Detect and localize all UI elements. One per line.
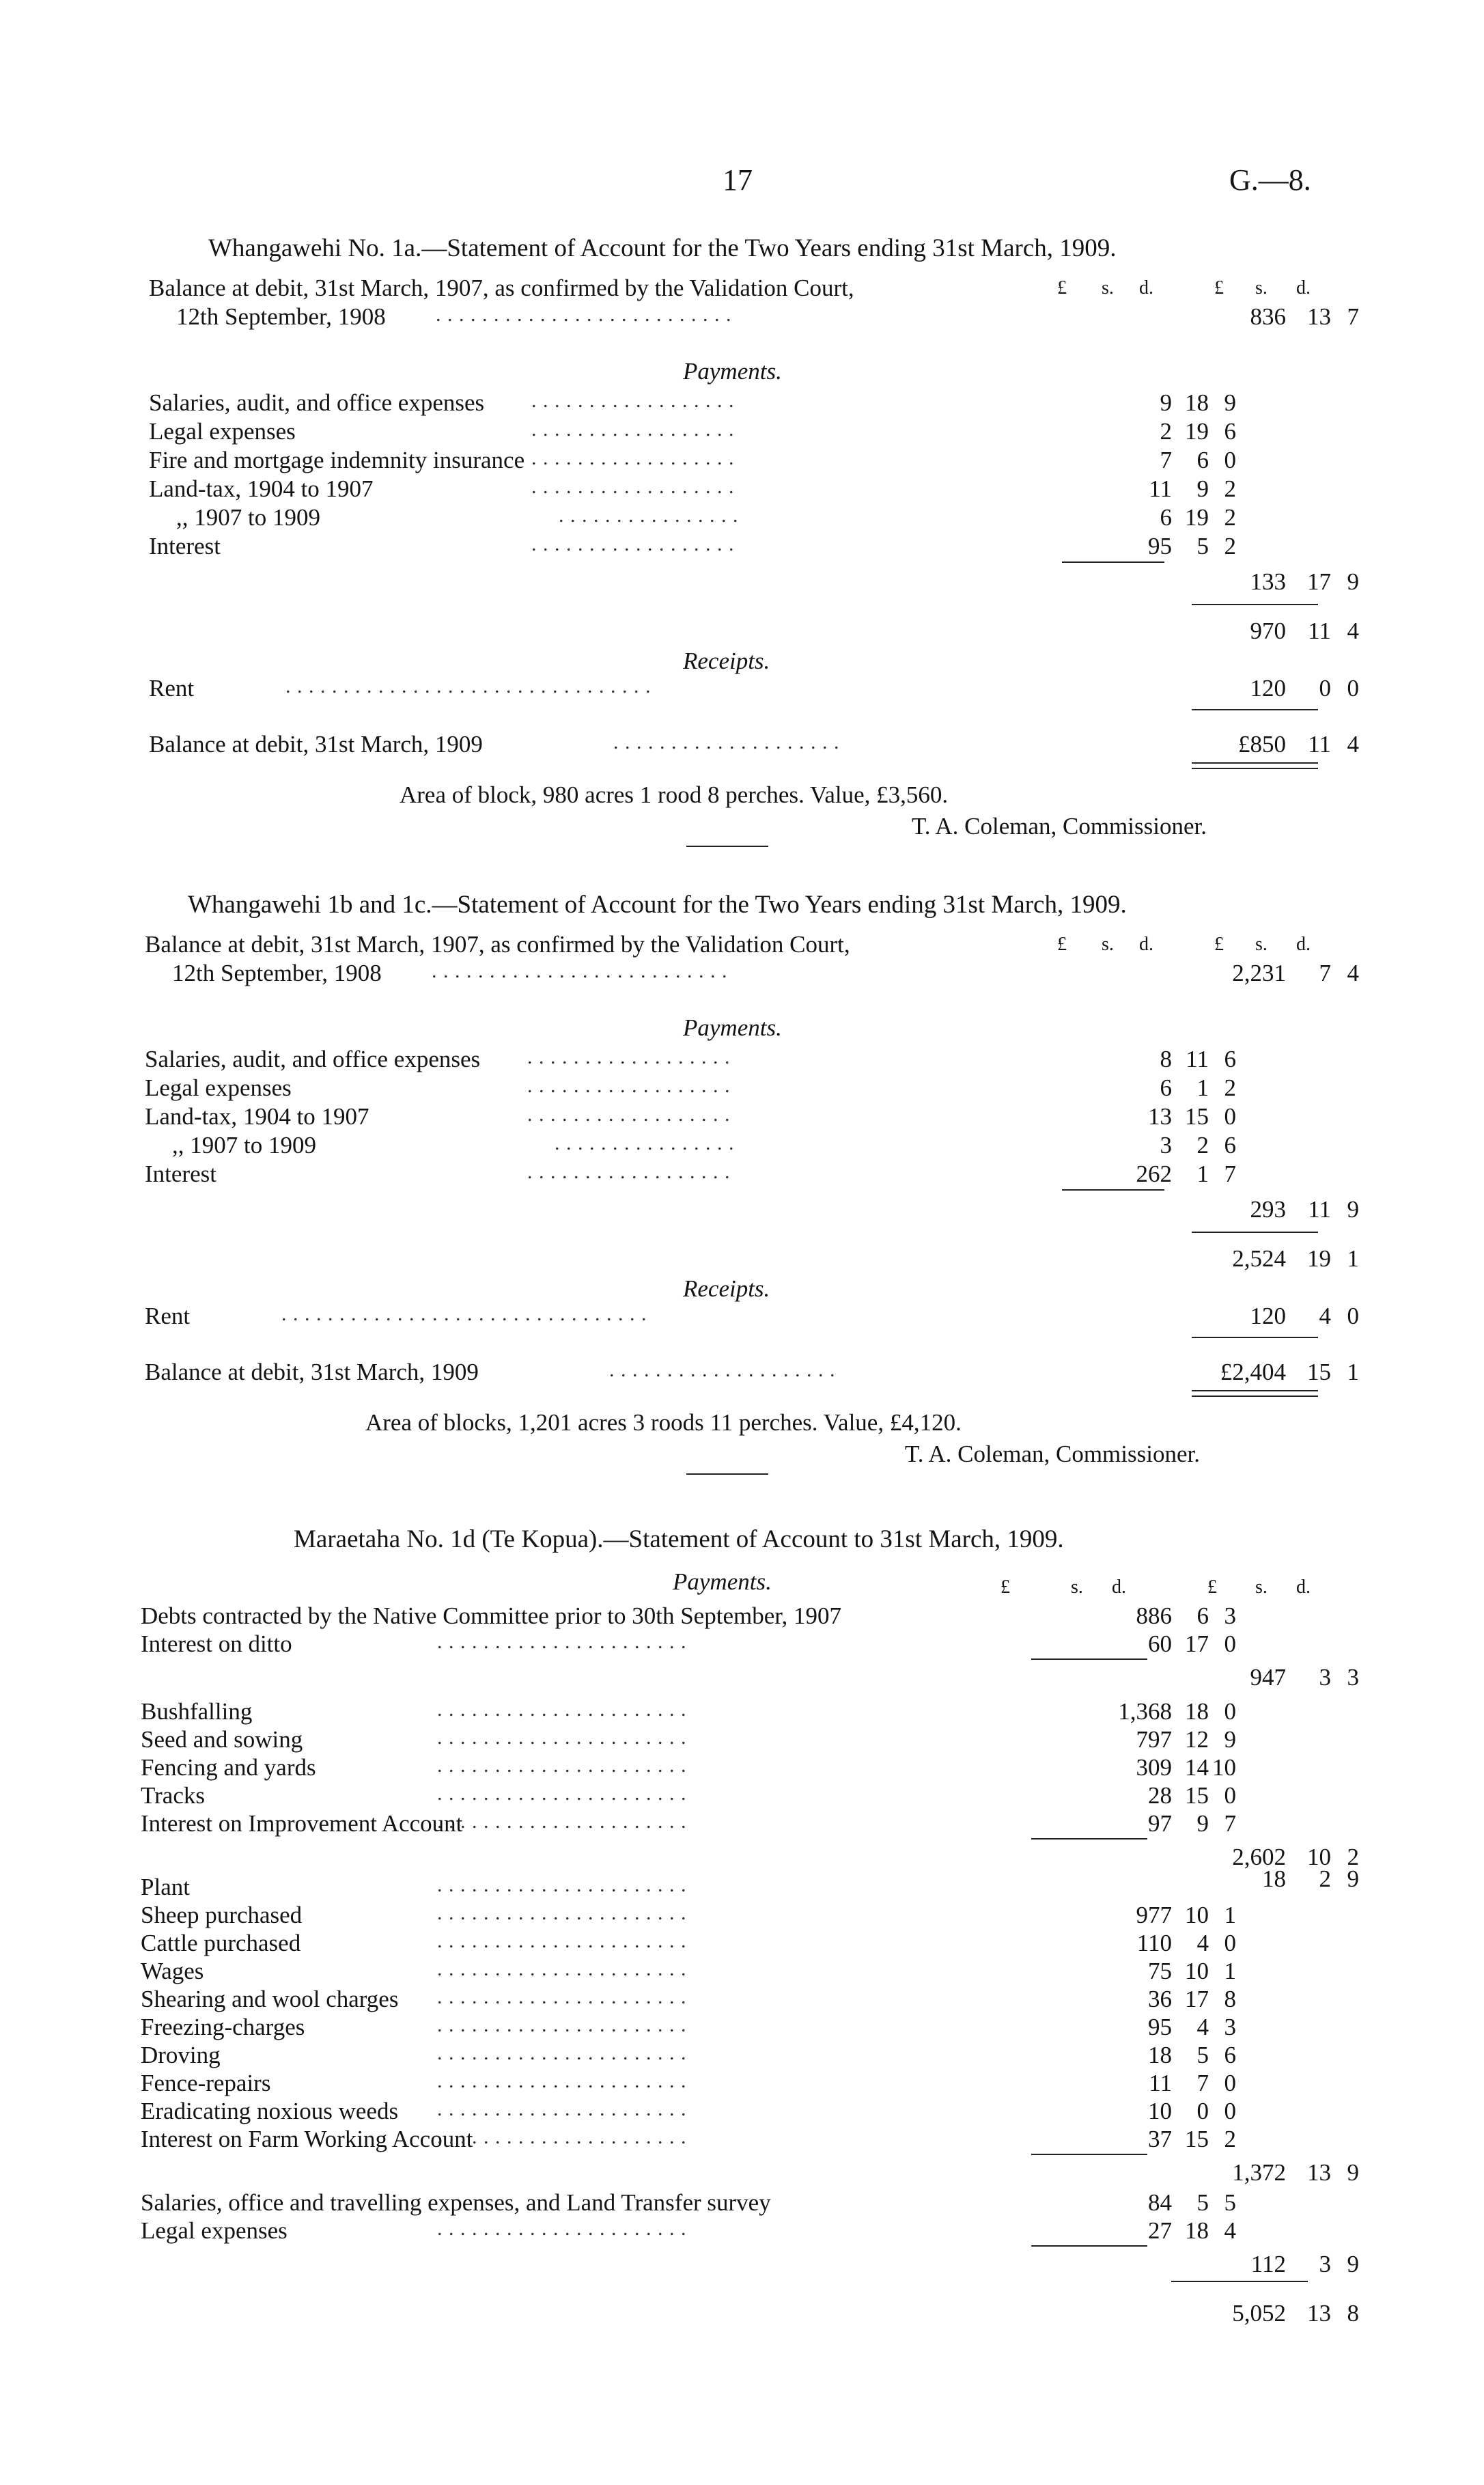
maraetaha-group-0-item-1-pounds: 60 <box>1148 1630 1172 1657</box>
sec-1b-opening-total-pounds: 2,231 <box>1232 960 1286 986</box>
sec-1b-subtotal-rule <box>1192 1232 1318 1233</box>
sec-1b-payment-1-label: Legal expenses <box>145 1074 292 1101</box>
sec-1a-payments-total-pence: 9 <box>1347 568 1359 595</box>
sec-1a-payment-1-leader: . . . . . . . . . . . . . . . . . . <box>531 418 735 441</box>
sec-1a-subtotal-shillings: 11 <box>1308 617 1331 644</box>
maraetaha-grand-rule <box>1171 2281 1308 2282</box>
sec-1a-payment-4-pounds: 6 <box>1160 504 1172 531</box>
maraetaha-group-1-item-4-label: Interest on Improvement Account <box>141 1810 463 1837</box>
sec-1a-closing-leader: . . . . . . . . . . . . . . . . . . . . <box>613 731 840 753</box>
sec-1a-closing-label: Balance at debit, 31st March, 1909 <box>149 731 483 758</box>
sec-1b-payment-0-pounds: 8 <box>1160 1046 1172 1072</box>
maraetaha-group-3-item-1-label: Legal expenses <box>141 2217 288 2244</box>
sec-1a-signature: T. A. Coleman, Commissioner. <box>912 813 1207 839</box>
maraetaha-group-1-item-0-pounds: 1,368 <box>1118 1698 1172 1725</box>
maraetaha-group-2-item-2-pounds: 110 <box>1136 1930 1172 1956</box>
sec-1b-opening-total-pence: 4 <box>1347 960 1359 986</box>
sec-1a-payments-rule <box>1062 561 1164 563</box>
maraetaha-group-1-item-3-pounds: 28 <box>1148 1782 1172 1809</box>
sec-1b-payment-0-label: Salaries, audit, and office expenses <box>145 1046 481 1072</box>
sec-1a-closing-double-rule <box>1192 762 1318 769</box>
maraetaha-group-1-item-0-leader: . . . . . . . . . . . . . . . . . . . . . . <box>437 1698 687 1721</box>
sec-1b-payment-1-pounds: 6 <box>1160 1074 1172 1101</box>
maraetaha-group-2-item-5-shillings: 4 <box>1196 2014 1209 2040</box>
maraetaha-group-2-plant-total-shillings: 2 <box>1319 1865 1331 1892</box>
maraetaha-group-3-item-0-label: Salaries, office and travelling expenses, and Land Transfer survey <box>141 2189 771 2216</box>
maraetaha-group-1-item-2-pence: 10 <box>1212 1754 1236 1781</box>
sec-1b-closing-total-pounds: £2,404 <box>1220 1359 1286 1385</box>
maraetaha-group-2-item-3-shillings: 10 <box>1185 1958 1209 1984</box>
sec-1a-payment-1-shillings: 19 <box>1185 418 1209 445</box>
sec-1b-payment-4-leader: . . . . . . . . . . . . . . . . . . <box>527 1161 731 1183</box>
maraetaha-group-2-item-6-leader: . . . . . . . . . . . . . . . . . . . . . . <box>437 2042 687 2064</box>
maraetaha-group-2-item-8-pounds: 10 <box>1148 2098 1172 2124</box>
sec-1b-payment-3-pounds: 3 <box>1160 1132 1172 1158</box>
sec-1b-payment-2-pounds: 13 <box>1148 1103 1172 1130</box>
maraetaha-group-2-item-4-leader: . . . . . . . . . . . . . . . . . . . . . . <box>437 1986 687 2008</box>
sec-1a-payment-5-pounds: 95 <box>1148 533 1172 559</box>
sec-1a-hdr2-shillings: s. <box>1255 277 1268 299</box>
maraetaha-group-0-item-0-label: Debts contracted by the Native Committee prior to 30th September, 1907 <box>141 1602 841 1629</box>
maraetaha-group-2-item-4-shillings: 17 <box>1185 1986 1209 2012</box>
sec-1b-payment-4-pence: 7 <box>1224 1161 1236 1187</box>
maraetaha-group-2-item-9-leader: . . . . . . . . . . . . . . . . . . . . . . <box>437 2126 687 2148</box>
maraetaha-group-2-item-9-pence: 2 <box>1224 2126 1236 2152</box>
sec-1b-receipt-0-pence: 0 <box>1347 1303 1359 1329</box>
maraetaha-group-2-item-2-pence: 0 <box>1224 1930 1236 1956</box>
maraetaha-payments-heading: Payments. <box>673 1568 772 1595</box>
maraetaha-group-1-item-1-leader: . . . . . . . . . . . . . . . . . . . . . . <box>437 1726 687 1749</box>
maraetaha-group-2-item-4-pounds: 36 <box>1148 1986 1172 2012</box>
sec-1a-payment-1-pounds: 2 <box>1160 418 1172 445</box>
sec-1a-payment-2-shillings: 6 <box>1196 447 1209 473</box>
sec-1a-title: Whangawehi No. 1a.—Statement of Account for the Two Years ending 31st March, 1909. <box>208 234 1117 262</box>
maraetaha-group-2-item-7-shillings: 7 <box>1196 2070 1209 2096</box>
sec-1a-payment-3-pence: 2 <box>1224 475 1236 502</box>
maraetaha-group-3-item-1-pence: 4 <box>1224 2217 1236 2244</box>
maraetaha-group-3-item-0-shillings: 5 <box>1196 2189 1209 2216</box>
document-reference: G.—8. <box>1229 163 1311 197</box>
sec-1b-hdr2-pence: d. <box>1296 934 1311 955</box>
maraetaha-group-2-item-5-label: Freezing-charges <box>141 2014 305 2040</box>
maraetaha-group-2-item-9-shillings: 15 <box>1185 2126 1209 2152</box>
maraetaha-group-2-item-1-shillings: 10 <box>1185 1902 1209 1928</box>
maraetaha-group-2-item-6-pounds: 18 <box>1148 2042 1172 2068</box>
sec-1a-payment-2-pence: 0 <box>1224 447 1236 473</box>
sec-1b-receipt-0-leader: . . . . . . . . . . . . . . . . . . . . . . . . . . . . . . . . <box>281 1303 647 1325</box>
maraetaha-group-2-item-8-label: Eradicating noxious weeds <box>141 2098 399 2124</box>
maraetaha-group-3-total-shillings: 3 <box>1319 2251 1331 2277</box>
maraetaha-group-1-item-3-label: Tracks <box>141 1782 205 1809</box>
sec-1b-hdr-shillings: s. <box>1102 934 1114 955</box>
sec-1b-payment-0-pence: 6 <box>1224 1046 1236 1072</box>
sec-1b-payment-4-pounds: 262 <box>1136 1161 1172 1187</box>
maraetaha-group-1-item-0-shillings: 18 <box>1185 1698 1209 1725</box>
maraetaha-group-1-item-2-leader: . . . . . . . . . . . . . . . . . . . . . . <box>437 1754 687 1777</box>
maraetaha-group-0-item-1-leader: . . . . . . . . . . . . . . . . . . . . . . <box>437 1630 687 1653</box>
sec-1b-closing-total-shillings: 15 <box>1307 1359 1331 1385</box>
maraetaha-group-3-rule <box>1031 2245 1147 2247</box>
maraetaha-group-0-total-shillings: 3 <box>1319 1664 1331 1691</box>
sec-1a-payments-total-pounds: 133 <box>1250 568 1286 595</box>
sec-1b-closing-double-rule <box>1192 1390 1318 1397</box>
maraetaha-group-3-total-pounds: 112 <box>1250 2251 1286 2277</box>
maraetaha-group-2-item-2-leader: . . . . . . . . . . . . . . . . . . . . . . <box>437 1930 687 1952</box>
sec-1b-payment-0-leader: . . . . . . . . . . . . . . . . . . <box>527 1046 731 1068</box>
sec-1a-payment-1-label: Legal expenses <box>149 418 296 445</box>
sec-1a-hdr2-pounds: £ <box>1214 277 1224 299</box>
sec-1a-payment-2-leader: . . . . . . . . . . . . . . . . . . <box>531 447 735 469</box>
maraetaha-group-2-item-3-pounds: 75 <box>1148 1958 1172 1984</box>
maraetaha-group-3-item-0-pounds: 84 <box>1148 2189 1172 2216</box>
maraetaha-group-1-item-1-pence: 9 <box>1224 1726 1236 1753</box>
maraetaha-group-1-item-3-leader: . . . . . . . . . . . . . . . . . . . . . . <box>437 1782 687 1805</box>
sec-1a-receipt-0-label: Rent <box>149 675 195 702</box>
maraetaha-group-1-rule <box>1031 1838 1147 1840</box>
sec-1b-payment-3-label: ,, 1907 to 1909 <box>172 1132 316 1158</box>
maraetaha-group-1-item-0-label: Bushfalling <box>141 1698 253 1725</box>
maraetaha-group-2-item-4-pence: 8 <box>1224 1986 1236 2012</box>
maraetaha-group-1-item-1-pounds: 797 <box>1136 1726 1172 1753</box>
sec-1a-opening-leader: . . . . . . . . . . . . . . . . . . . . . . . . . . <box>436 303 732 326</box>
maraetaha-group-2-item-1-pence: 1 <box>1224 1902 1236 1928</box>
maraetaha-group-1-item-2-pounds: 309 <box>1136 1754 1172 1781</box>
sec-1a-payment-3-leader: . . . . . . . . . . . . . . . . . . <box>531 475 735 498</box>
sec-1a-receipt-0-shillings: 0 <box>1319 675 1331 702</box>
sec-1a-receipts-heading: Receipts. <box>683 648 770 674</box>
sec-1a-hdr-shillings: s. <box>1102 277 1114 299</box>
sec-1b-closing-label: Balance at debit, 31st March, 1909 <box>145 1359 479 1385</box>
sec-1a-opening-total-pence: 7 <box>1347 303 1359 330</box>
sec-1b-payment-3-shillings: 2 <box>1196 1132 1209 1158</box>
sec-1a-payment-2-label: Fire and mortgage indemnity insurance <box>149 447 525 473</box>
sec-1a-payment-0-shillings: 18 <box>1185 389 1209 416</box>
maraetaha-group-2-item-9-pounds: 37 <box>1148 2126 1172 2152</box>
sec-1a-opening-line2: 12th September, 1908 <box>176 303 386 330</box>
sec-1a-payment-4-shillings: 19 <box>1185 504 1209 531</box>
maraetaha-group-2-item-9-label: Interest on Farm Working Account <box>141 2126 473 2152</box>
maraetaha-group-1-total-pounds: 2,602 <box>1232 1844 1286 1870</box>
sec-1b-hdr-pounds: £ <box>1057 934 1067 955</box>
maraetaha-grand-total-shillings: 13 <box>1307 2300 1331 2327</box>
maraetaha-group-2-item-7-label: Fence-repairs <box>141 2070 271 2096</box>
maraetaha-group-1-item-4-pence: 7 <box>1224 1810 1236 1837</box>
maraetaha-group-2-total-pence: 9 <box>1347 2159 1359 2186</box>
maraetaha-group-2-rule <box>1031 2154 1147 2155</box>
sec-1b-closing-leader: . . . . . . . . . . . . . . . . . . . . <box>609 1359 836 1381</box>
maraetaha-group-3-item-1-leader: . . . . . . . . . . . . . . . . . . . . . . <box>437 2217 687 2240</box>
sec-1a-payment-3-shillings: 9 <box>1196 475 1209 502</box>
sec-1a-payment-5-pence: 2 <box>1224 533 1236 559</box>
sec-1b-payment-3-leader: . . . . . . . . . . . . . . . . <box>555 1132 735 1154</box>
sec-1b-receipt-0-label: Rent <box>145 1303 191 1329</box>
sec-1a-payment-5-shillings: 5 <box>1196 533 1209 559</box>
sec-1a-payment-0-label: Salaries, audit, and office expenses <box>149 389 485 416</box>
maraetaha-grand-total-pounds: 5,052 <box>1232 2300 1286 2327</box>
sec-1a-opening-total-shillings: 13 <box>1307 303 1331 330</box>
sec-1b-payments-heading: Payments. <box>683 1014 782 1041</box>
maraetaha-group-2-item-1-leader: . . . . . . . . . . . . . . . . . . . . . . <box>437 1902 687 1924</box>
sec-1a-receipt-0-leader: . . . . . . . . . . . . . . . . . . . . . . . . . . . . . . . . <box>285 675 652 697</box>
maraetaha-grand-total-pence: 8 <box>1347 2300 1359 2327</box>
maraetaha-group-2-item-7-pence: 0 <box>1224 2070 1236 2096</box>
maraetaha-group-2-total-shillings: 13 <box>1307 2159 1331 2186</box>
sec-1a-payment-4-pence: 2 <box>1224 504 1236 531</box>
maraetaha-group-2-item-3-label: Wages <box>141 1958 204 1984</box>
sec-1a-payment-3-label: Land-tax, 1904 to 1907 <box>149 475 374 502</box>
sec-1b-payment-0-shillings: 11 <box>1186 1046 1209 1072</box>
maraetaha-hdr-shillings: s. <box>1071 1577 1083 1598</box>
sec-1a-opening-total-pounds: 836 <box>1250 303 1286 330</box>
maraetaha-group-2-item-0-label: Plant <box>141 1874 190 1900</box>
sec-1b-title: Whangawehi 1b and 1c.—Statement of Account for the Two Years ending 31st March, 1909. <box>188 891 1127 919</box>
sec-1b-subtotal-pence: 1 <box>1347 1245 1359 1272</box>
sec-1b-opening-line1: Balance at debit, 31st March, 1907, as confirmed by the Validation Court, <box>145 931 850 958</box>
sec-1b-hdr-pence: d. <box>1139 934 1153 955</box>
sec-1a-hdr-pounds: £ <box>1057 277 1067 299</box>
sec-1b-section-divider <box>686 1473 768 1475</box>
maraetaha-group-2-item-6-pence: 6 <box>1224 2042 1236 2068</box>
maraetaha-group-2-item-5-pence: 3 <box>1224 2014 1236 2040</box>
maraetaha-group-2-item-8-shillings: 0 <box>1196 2098 1209 2124</box>
sec-1b-payment-2-leader: . . . . . . . . . . . . . . . . . . <box>527 1103 731 1126</box>
sec-1b-payments-total-pounds: 293 <box>1250 1196 1286 1223</box>
maraetaha-group-2-item-2-shillings: 4 <box>1196 1930 1209 1956</box>
sec-1b-opening-total-shillings: 7 <box>1319 960 1331 986</box>
maraetaha-group-1-item-0-pence: 0 <box>1224 1698 1236 1725</box>
sec-1b-opening-leader: . . . . . . . . . . . . . . . . . . . . . . . . . . <box>432 960 728 982</box>
sec-1b-payment-4-shillings: 1 <box>1196 1161 1209 1187</box>
maraetaha-group-2-item-5-pounds: 95 <box>1148 2014 1172 2040</box>
maraetaha-group-0-item-0-pounds: 886 <box>1136 1602 1172 1629</box>
sec-1b-opening-line2: 12th September, 1908 <box>172 960 382 986</box>
maraetaha-group-1-item-1-shillings: 12 <box>1185 1726 1209 1753</box>
maraetaha-group-1-total-pence: 2 <box>1347 1844 1359 1870</box>
maraetaha-group-2-item-1-pounds: 977 <box>1136 1902 1172 1928</box>
sec-1a-section-divider <box>686 846 768 847</box>
sec-1b-subtotal-shillings: 19 <box>1307 1245 1331 1272</box>
maraetaha-group-1-item-2-shillings: 14 <box>1185 1754 1209 1781</box>
sec-1b-hdr2-pounds: £ <box>1214 934 1224 955</box>
sec-1a-closing-total-pounds: £850 <box>1238 731 1286 758</box>
sec-1b-payment-1-pence: 2 <box>1224 1074 1236 1101</box>
sec-1a-receipts-rule <box>1192 709 1318 710</box>
maraetaha-hdr2-pence: d. <box>1296 1577 1311 1598</box>
maraetaha-group-2-item-2-label: Cattle purchased <box>141 1930 301 1956</box>
sec-1a-subtotal-pence: 4 <box>1347 617 1359 644</box>
sec-1a-payment-5-label: Interest <box>149 533 221 559</box>
maraetaha-group-0-item-1-pence: 0 <box>1224 1630 1236 1657</box>
maraetaha-group-2-plant-total-pounds: 18 <box>1262 1865 1286 1892</box>
maraetaha-group-3-item-1-shillings: 18 <box>1185 2217 1209 2244</box>
sec-1a-receipt-0-pence: 0 <box>1347 675 1359 702</box>
maraetaha-hdr-pounds: £ <box>1000 1577 1010 1598</box>
sec-1b-payment-2-label: Land-tax, 1904 to 1907 <box>145 1103 369 1130</box>
maraetaha-group-1-item-3-shillings: 15 <box>1185 1782 1209 1809</box>
sec-1b-payment-4-label: Interest <box>145 1161 216 1187</box>
sec-1a-payments-total-shillings: 17 <box>1307 568 1331 595</box>
maraetaha-group-0-item-0-pence: 3 <box>1224 1602 1236 1629</box>
maraetaha-group-3-item-0-pence: 5 <box>1224 2189 1236 2216</box>
sec-1b-payments-total-shillings: 11 <box>1308 1196 1331 1223</box>
sec-1a-hdr-pence: d. <box>1139 277 1153 299</box>
sec-1b-payment-2-pence: 0 <box>1224 1103 1236 1130</box>
sec-1a-payment-4-leader: . . . . . . . . . . . . . . . . <box>559 504 739 527</box>
maraetaha-group-1-item-4-shillings: 9 <box>1196 1810 1209 1837</box>
sec-1b-receipts-heading: Receipts. <box>683 1275 770 1302</box>
sec-1b-subtotal-pounds: 2,524 <box>1232 1245 1286 1272</box>
maraetaha-group-2-item-6-label: Droving <box>141 2042 221 2068</box>
sec-1a-payment-0-leader: . . . . . . . . . . . . . . . . . . <box>531 389 735 412</box>
maraetaha-group-2-item-7-pounds: 11 <box>1149 2070 1172 2096</box>
maraetaha-group-2-item-7-leader: . . . . . . . . . . . . . . . . . . . . . . <box>437 2070 687 2092</box>
sec-1b-receipt-0-shillings: 4 <box>1319 1303 1331 1329</box>
maraetaha-title: Maraetaha No. 1d (Te Kopua).—Statement of Account to 31st March, 1909. <box>294 1525 1064 1553</box>
maraetaha-group-0-item-1-label: Interest on ditto <box>141 1630 292 1657</box>
sec-1b-receipts-rule <box>1192 1337 1318 1338</box>
maraetaha-hdr2-pounds: £ <box>1207 1577 1217 1598</box>
sec-1b-area: Area of blocks, 1,201 acres 3 roods 11 perches. Value, £4,120. <box>365 1409 962 1436</box>
maraetaha-group-2-item-3-leader: . . . . . . . . . . . . . . . . . . . . . . <box>437 1958 687 1980</box>
sec-1a-payment-3-pounds: 11 <box>1149 475 1172 502</box>
maraetaha-group-3-item-1-pounds: 27 <box>1148 2217 1172 2244</box>
maraetaha-group-2-item-5-leader: . . . . . . . . . . . . . . . . . . . . . . <box>437 2014 687 2036</box>
maraetaha-group-2-item-8-leader: . . . . . . . . . . . . . . . . . . . . . . <box>437 2098 687 2120</box>
maraetaha-group-2-item-1-label: Sheep purchased <box>141 1902 303 1928</box>
sec-1a-hdr2-pence: d. <box>1296 277 1311 299</box>
sec-1a-subtotal-rule <box>1192 604 1318 605</box>
maraetaha-group-1-item-3-pence: 0 <box>1224 1782 1236 1809</box>
sec-1a-payment-0-pounds: 9 <box>1160 389 1172 416</box>
maraetaha-group-2-item-4-label: Shearing and wool charges <box>141 1986 399 2012</box>
maraetaha-group-2-item-6-shillings: 5 <box>1196 2042 1209 2068</box>
maraetaha-group-2-item-3-pence: 1 <box>1224 1958 1236 1984</box>
maraetaha-group-0-item-0-shillings: 6 <box>1196 1602 1209 1629</box>
sec-1a-payment-1-pence: 6 <box>1224 418 1236 445</box>
maraetaha-group-2-item-0-leader: . . . . . . . . . . . . . . . . . . . . . . <box>437 1874 687 1896</box>
sec-1a-payments-heading: Payments. <box>683 358 782 385</box>
sec-1a-closing-total-pence: 4 <box>1347 731 1359 758</box>
page-number: 17 <box>723 163 753 197</box>
sec-1b-payment-3-pence: 6 <box>1224 1132 1236 1158</box>
maraetaha-group-1-total-shillings: 10 <box>1307 1844 1331 1870</box>
sec-1a-payment-4-label: ,, 1907 to 1909 <box>176 504 320 531</box>
maraetaha-hdr-pence: d. <box>1112 1577 1126 1598</box>
sec-1b-hdr2-shillings: s. <box>1255 934 1268 955</box>
maraetaha-group-1-item-1-label: Seed and sowing <box>141 1726 303 1753</box>
maraetaha-group-0-total-pounds: 947 <box>1250 1664 1286 1691</box>
sec-1b-payments-total-pence: 9 <box>1347 1196 1359 1223</box>
maraetaha-group-2-item-8-pence: 0 <box>1224 2098 1236 2124</box>
sec-1a-area: Area of block, 980 acres 1 rood 8 perches. Value, £3,560. <box>400 781 949 808</box>
maraetaha-group-0-item-1-shillings: 17 <box>1185 1630 1209 1657</box>
maraetaha-group-1-item-4-leader: . . . . . . . . . . . . . . . . . . . . . . <box>437 1810 687 1833</box>
maraetaha-group-0-rule <box>1031 1658 1147 1660</box>
sec-1a-receipt-0-pounds: 120 <box>1250 675 1286 702</box>
maraetaha-hdr2-shillings: s. <box>1255 1577 1268 1598</box>
sec-1a-opening-line1: Balance at debit, 31st March, 1907, as confirmed by the Validation Court, <box>149 275 854 301</box>
sec-1a-subtotal-pounds: 970 <box>1250 617 1286 644</box>
maraetaha-group-0-total-pence: 3 <box>1347 1664 1359 1691</box>
sec-1b-receipt-0-pounds: 120 <box>1250 1303 1286 1329</box>
sec-1a-payment-2-pounds: 7 <box>1160 447 1172 473</box>
sec-1b-closing-total-pence: 1 <box>1347 1359 1359 1385</box>
sec-1a-payment-0-pence: 9 <box>1224 389 1236 416</box>
sec-1a-payment-5-leader: . . . . . . . . . . . . . . . . . . <box>531 533 735 555</box>
sec-1a-closing-total-shillings: 11 <box>1308 731 1331 758</box>
sec-1b-payment-1-shillings: 1 <box>1196 1074 1209 1101</box>
sec-1b-payment-1-leader: . . . . . . . . . . . . . . . . . . <box>527 1074 731 1097</box>
sec-1b-payments-rule <box>1062 1189 1164 1191</box>
maraetaha-group-2-plant-total-pence: 9 <box>1347 1865 1359 1892</box>
maraetaha-group-1-item-4-pounds: 97 <box>1148 1810 1172 1837</box>
sec-1b-signature: T. A. Coleman, Commissioner. <box>905 1441 1200 1467</box>
maraetaha-group-2-total-pounds: 1,372 <box>1232 2159 1286 2186</box>
sec-1b-payment-2-shillings: 15 <box>1185 1103 1209 1130</box>
maraetaha-group-1-item-2-label: Fencing and yards <box>141 1754 316 1781</box>
maraetaha-group-3-total-pence: 9 <box>1347 2251 1359 2277</box>
